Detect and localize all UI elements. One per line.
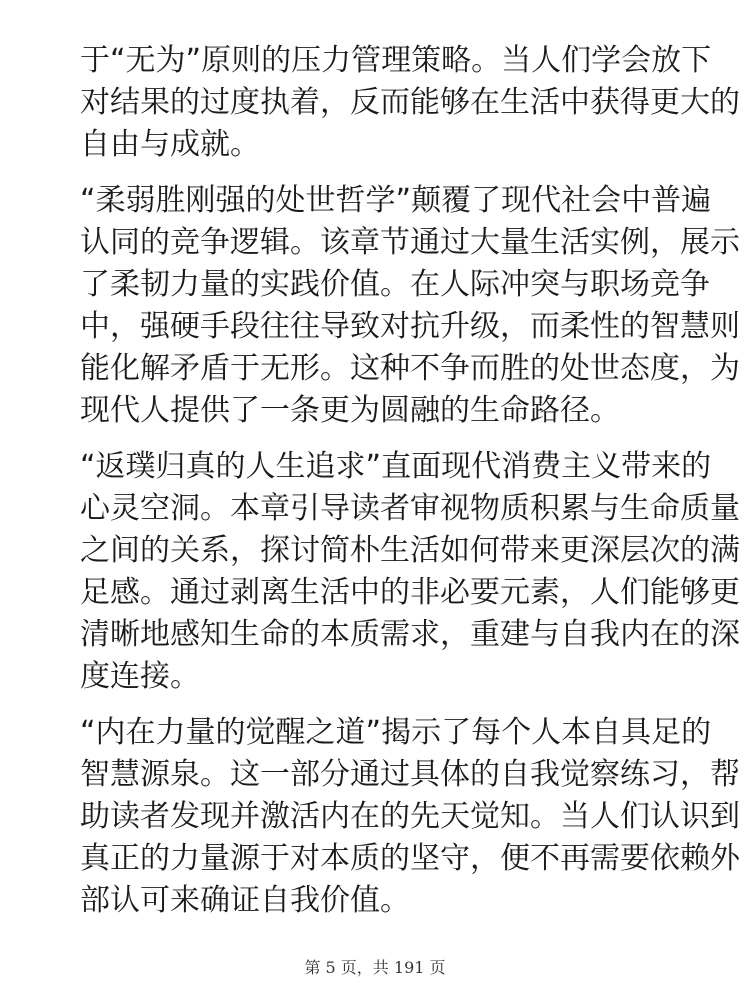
text-line: 于“无为”原则的压力管理策略。当人们学会放下	[80, 43, 712, 78]
paragraph-3	[80, 446, 740, 698]
text-line: “柔弱胜刚强的处世哲学”颠覆了现代社会中普遍	[80, 183, 712, 218]
paragraph-2	[80, 180, 740, 432]
text-line: “内在力量的觉醒之道”揭示了每个人本自具足的	[80, 715, 712, 750]
text-line: 了柔韧力量的实践价值。在人际冲突与职场竞争	[80, 267, 710, 302]
text-line: 部认可来确证自我价值。	[80, 883, 410, 918]
text-line: 对结果的过度执着，反而能够在生活中获得更大的	[80, 85, 740, 120]
text-line: 认同的竞争逻辑。该章节通过大量生活实例，展示	[80, 225, 740, 260]
text-line: 心灵空洞。本章引导读者审视物质积累与生命质量	[80, 491, 740, 526]
text-line: 中，强硬手段往往导致对抗升级，而柔性的智慧则	[80, 309, 740, 344]
text-line: “返璞归真的人生追求”直面现代消费主义带来的	[80, 449, 712, 484]
text-line: 现代人提供了一条更为圆融的生命路径。	[80, 393, 620, 428]
text-line: 真正的力量源于对本质的坚守，便不再需要依赖外	[80, 841, 740, 876]
page-number: 第 5 页，共 191 页	[304, 958, 446, 977]
body-text	[80, 40, 740, 936]
text-line: 自由与成就。	[80, 127, 260, 162]
text-line: 度连接。	[80, 659, 200, 694]
text-line: 能化解矛盾于无形。这种不争而胜的处世态度，为	[80, 351, 740, 386]
text-line: 足感。通过剥离生活中的非必要元素，人们能够更	[80, 575, 740, 610]
paragraph-1	[80, 40, 740, 166]
text-line: 智慧源泉。这一部分通过具体的自我觉察练习，帮	[80, 757, 740, 792]
paragraph-4	[80, 712, 740, 922]
text-line: 助读者发现并激活内在的先天觉知。当人们认识到	[80, 799, 740, 834]
text-line: 之间的关系，探讨简朴生活如何带来更深层次的满	[80, 533, 740, 568]
text-line: 清晰地感知生命的本质需求，重建与自我内在的深	[80, 617, 740, 652]
